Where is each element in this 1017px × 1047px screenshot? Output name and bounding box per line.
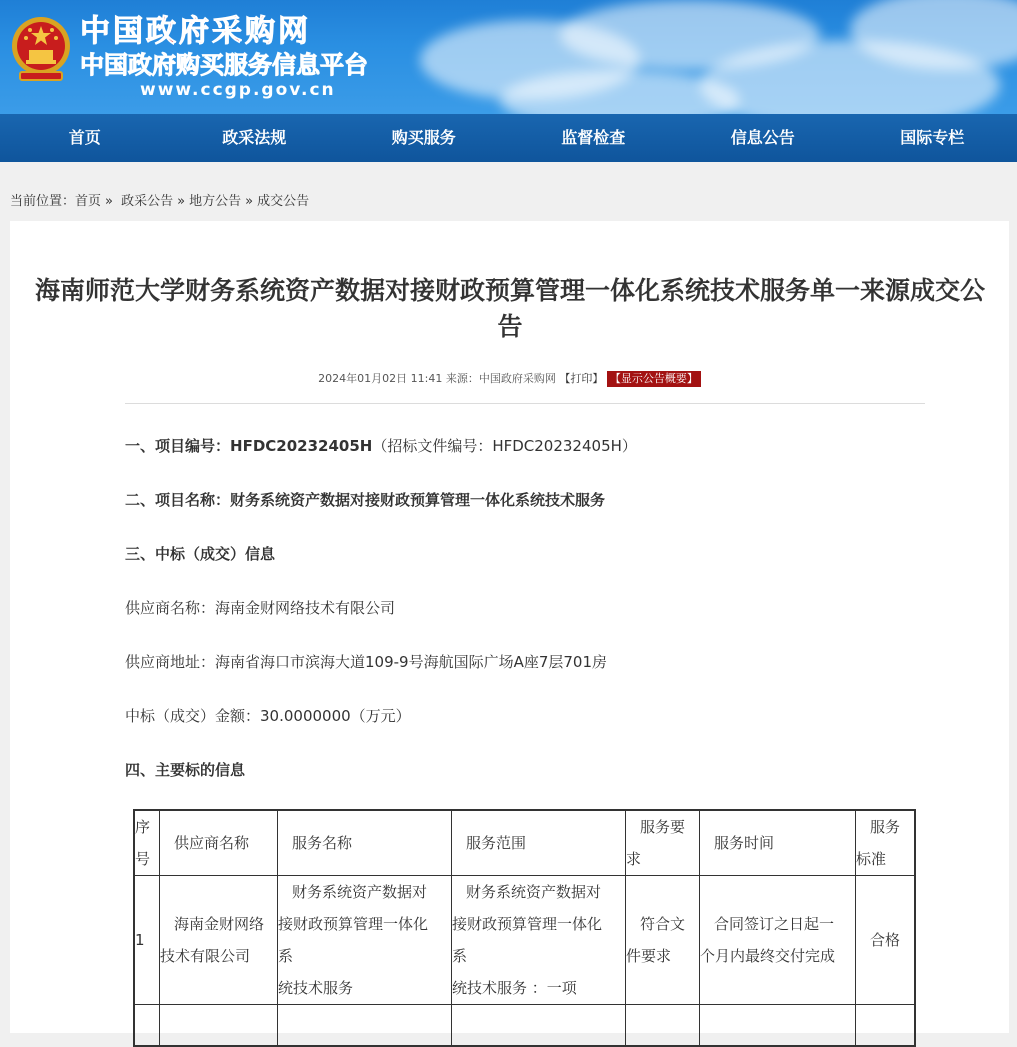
print-link[interactable]: 【打印】 — [559, 372, 603, 385]
site-banner — [0, 0, 1017, 114]
nav-purchase-services[interactable]: 购买服务 — [339, 114, 509, 162]
nav-regulations[interactable]: 政采法规 — [170, 114, 340, 162]
cell-empty — [452, 1005, 626, 1047]
main-items-table — [133, 809, 916, 1047]
cell-supplier: 海南金财网络 技术有限公司 — [160, 876, 278, 1005]
th-service-time: 服务时间 — [700, 810, 856, 876]
cell-empty — [626, 1005, 700, 1047]
site-subtitle: 中国政府购买服务信息平台 — [80, 51, 368, 79]
nav-supervision[interactable]: 监督检查 — [509, 114, 679, 162]
cell-service-standard: 合格 — [856, 876, 916, 1005]
project-name: 财务系统资产数据对接财政预算管理一体化系统技术服务 — [230, 491, 605, 509]
article-meta — [10, 370, 1009, 387]
th-service-name: 服务名称 — [278, 810, 452, 876]
site-url[interactable]: www.ccgp.gov.cn — [140, 80, 336, 100]
cell-service-time: 合同签订之日起一 个月内最终交付完成 — [700, 876, 856, 1005]
section-project-number — [125, 435, 637, 456]
breadcrumb-local-notices[interactable]: 地方公告 — [189, 194, 241, 209]
cell-no: 1 — [134, 876, 160, 1005]
breadcrumb — [10, 190, 309, 209]
main-nav — [0, 114, 1017, 162]
cell-empty — [278, 1005, 452, 1047]
breadcrumb-procurement-notices[interactable]: 政采公告 — [121, 194, 173, 209]
th-service-requirements: 服务要 求 — [626, 810, 700, 876]
article-title: 海南师范大学财务系统资产数据对接财政预算管理一体化系统技术服务单一来源成交公告 — [30, 273, 990, 345]
supplier-name: 供应商名称：海南金财网络技术有限公司 — [125, 597, 395, 618]
nav-announcements[interactable]: 信息公告 — [678, 114, 848, 162]
source-label: 来源： — [446, 372, 479, 385]
show-summary-button[interactable]: 【显示公告概要】 — [607, 371, 701, 387]
publish-date: 2024年01月02日 11:41 — [318, 372, 442, 385]
th-service-standard: 服务 标准 — [856, 810, 916, 876]
national-emblem-icon — [10, 14, 72, 84]
project-number: HFDC20232405H — [230, 437, 372, 455]
table-row — [134, 876, 915, 1005]
award-amount: 中标（成交）金额：30.0000000（万元） — [125, 705, 411, 726]
section-award-info: 三、中标（成交）信息 — [125, 543, 275, 564]
nav-international[interactable]: 国际专栏 — [848, 114, 1017, 162]
cell-service-scope: 财务系统资产数据对 接财政预算管理一体化 系 统技术服务 ：一项 — [452, 876, 626, 1005]
cell-empty — [700, 1005, 856, 1047]
section-label: 一、项目编号： — [125, 437, 230, 455]
meta-divider — [125, 403, 925, 404]
supplier-address: 供应商地址：海南省海口市滨海大道109-9号海航国际广场A座7层701房 — [125, 651, 607, 672]
breadcrumb-home[interactable]: 首页 — [75, 194, 101, 209]
th-service-scope: 服务范围 — [452, 810, 626, 876]
section-main-items: 四、主要标的信息 — [125, 759, 245, 780]
cell-empty — [134, 1005, 160, 1047]
th-no: 序 号 — [134, 810, 160, 876]
site-title: 中国政府采购网 — [80, 16, 311, 48]
breadcrumb-separator: » — [105, 194, 113, 209]
cell-service-name: 财务系统资产数据对 接财政预算管理一体化 系 统技术服务 — [278, 876, 452, 1005]
table-row — [134, 1005, 915, 1047]
section-project-name — [125, 489, 605, 510]
article-container — [10, 221, 1009, 1033]
table-header-row — [134, 810, 915, 876]
source-name: 中国政府采购网 — [479, 372, 556, 385]
cell-empty — [160, 1005, 278, 1047]
section-label: 二、项目名称： — [125, 491, 230, 509]
breadcrumb-deal-notices[interactable]: 成交公告 — [257, 194, 309, 209]
tender-doc-number: （招标文件编号：HFDC20232405H） — [372, 437, 637, 455]
cell-empty — [856, 1005, 916, 1047]
breadcrumb-separator: » — [177, 194, 185, 209]
breadcrumb-prefix: 当前位置： — [10, 194, 75, 209]
breadcrumb-separator: » — [245, 194, 253, 209]
th-supplier: 供应商名称 — [160, 810, 278, 876]
cell-service-requirements: 符合文 件要求 — [626, 876, 700, 1005]
nav-home[interactable]: 首页 — [0, 114, 170, 162]
